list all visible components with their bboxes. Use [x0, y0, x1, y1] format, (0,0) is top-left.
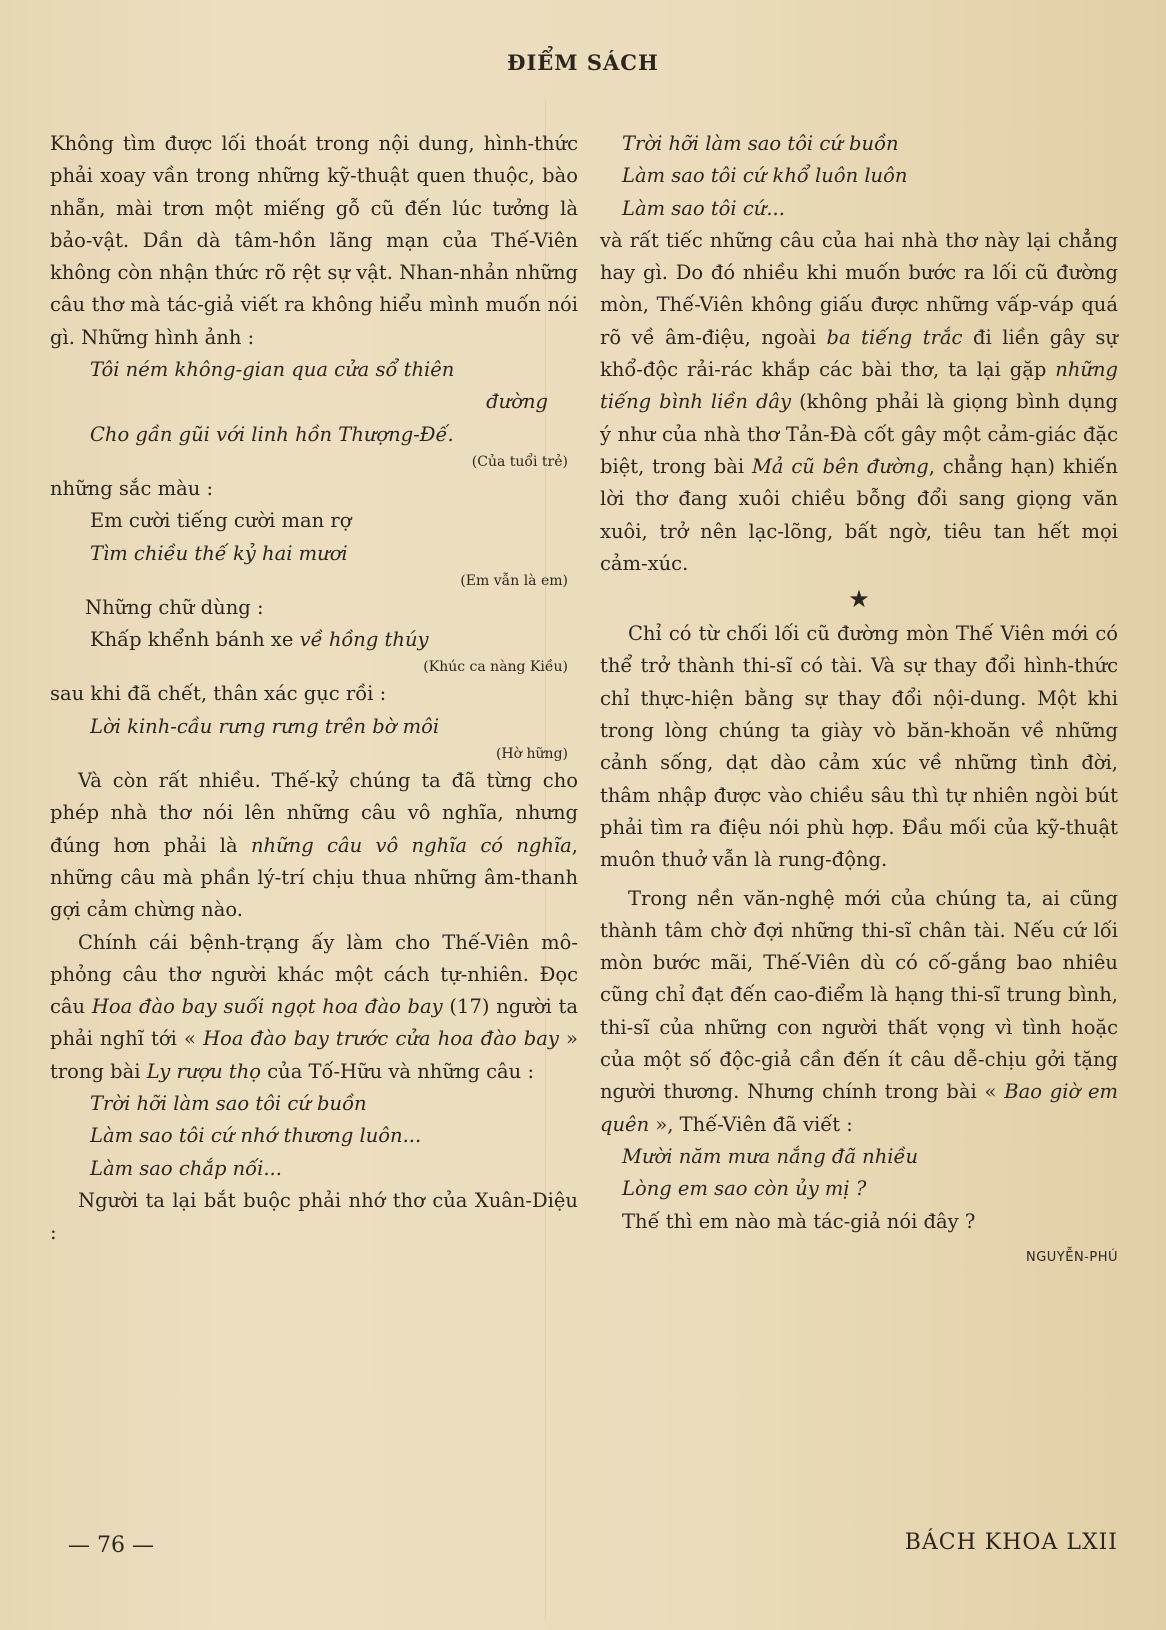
verse-line: Làm sao tôi cứ khổ luôn luôn [622, 164, 908, 188]
text-run: (không phải là giọng bình dụng ý như của nhà thơ Tản-Đà cốt gây một cảm-giác đặc biệt, trong bài [600, 390, 1118, 478]
paragraph [600, 883, 1118, 1141]
text-italic: Ly rượu thọ [146, 1059, 262, 1083]
label-line: những sắc màu : [50, 476, 214, 500]
paragraph: Không tìm được lối thoát trong nội dung, hình-thức phải xoay vần trong những kỹ-thuật quen thuộc, bào nhẵn, mài trơn một miếng gỗ cũ đến lúc tưởng là bảo-vật. Dần dà tâm-hồn lãng mạn của Thế-Viên không còn nhận thức rõ rệt sự vật. Nhan-nhản những câu thơ mà tác-giả viết ra không hiểu mình muốn nói gì. Những hình ảnh : [50, 132, 578, 349]
text-run: Chính cái bệnh-trạng ấy làm cho Thế-Viên mô-phỏng câu thơ người khác một cách tự-nhiên. Đọc câu [50, 930, 578, 1019]
text-run: và rất tiếc những câu của hai nhà thơ này lại chẳng hay gì. Do đó nhiều khi muốn bước ra lối cũ đường mòn, Thế-Viên không giấu được những vấp-váp quá rõ về âm-điệu, ngoài [600, 228, 1118, 349]
label-line: Những chữ dùng : [85, 595, 264, 619]
verse-line: đường [486, 390, 548, 414]
paragraph: Người ta lại bắt buộc phải nhớ thơ của Xuân-Diệu : [50, 1188, 578, 1245]
verse-line [50, 624, 578, 656]
text-italic: Hoa đào bay suối ngọt hoa đào bay [91, 995, 443, 1019]
verse-line: Tìm chiều thế kỷ hai mươi [90, 541, 348, 565]
verse-line: Thế thì em nào mà tác-giả nói đây ? [622, 1209, 976, 1233]
verse-line: Cho gần gũi với linh hồn Thượng-Đế. [90, 422, 454, 446]
verse-italic: về hồng thúy [299, 628, 429, 652]
source-citation: (Hờ hững) [495, 746, 568, 763]
text-run: Trong nền văn-nghệ mới của chúng ta, ai cũng thành tâm chờ đợi những thi-sĩ chân tài. Nếu cứ lối mòn bước mãi, Thế-Viên dù có cố-gắng bao nhiêu cũng chỉ đạt đến cao-điểm là hạng thi-sĩ trung bình, thi-sĩ của những con người thất vọng vì tình hoặc của một số độc-giả cần đến ít câu dễ-chịu gởi tặng người thương. Nhưng chính trong bài « [600, 886, 1118, 1104]
star-icon: ★ [848, 585, 870, 614]
paragraph [50, 765, 578, 926]
verse-line: Làm sao tôi cứ... [622, 196, 785, 220]
text-italic: Bao giờ em quên [600, 1080, 1118, 1136]
verse-line: Lời kinh-cầu rưng rưng trên bờ môi [90, 714, 440, 738]
text-italic: những tiếng bình liền dây [600, 358, 1118, 414]
text-run: đi liền gây sự khổ-độc rải-rác khắp các bài thơ, ta lại gặp [600, 325, 1118, 382]
text-run: Và còn rất nhiều. Thế-kỷ chúng ta đã từng cho phép nhà thơ nói lên những câu vô nghĩa, nhưng đúng hơn phải là [50, 769, 578, 857]
text-italic: Hoa đào bay trước cửa hoa đào bay [203, 1027, 559, 1051]
journal-footer: BÁCH KHOA LXII [904, 1530, 1118, 1555]
verse-plain: Khấp khểnh bánh xe [90, 628, 300, 652]
verse-line: Tôi ném không-gian qua cửa sổ thiên [90, 358, 455, 382]
verse-line: Lòng em sao còn ủy mị ? [622, 1177, 867, 1201]
source-citation: (Em vẫn là em) [460, 572, 568, 589]
page-title: ĐIỂM SÁCH [507, 50, 659, 75]
verse-line: Làm sao tôi cứ nhớ thương luôn... [90, 1124, 422, 1148]
verse-line: Em cười tiếng cười man rợ [90, 509, 352, 533]
text-run: của Tố-Hữu và những câu : [261, 1059, 535, 1083]
page-number: — 76 — [68, 1533, 154, 1558]
text-run: , chẳng hạn) khiến lời thơ đang xuôi chiều bỗng đổi sang giọng văn xuôi, trở nên lạc-lõng, bất ngờ, tiêu tan hết mọi cảm-xúc. [600, 454, 1118, 575]
verse-line: Làm sao chắp nối... [90, 1156, 282, 1180]
text-italic: những câu vô nghĩa có nghĩa [251, 833, 572, 857]
source-citation: (Khúc ca nàng Kiều) [423, 659, 568, 676]
label-line: sau khi đã chết, thân xác gục rồi : [50, 682, 387, 706]
paragraph [50, 927, 578, 1088]
text-run: », Thế-Viên đã viết : [649, 1112, 853, 1136]
paragraph: Chỉ có từ chối lối cũ đường mòn Thế Viên mới có thể trở thành thi-sĩ có tài. Và sự thay đổi hình-thức chỉ thực-hiện bằng sự thay đổi nội-dung. Một khi trong lòng chúng ta giày vò băn-khoăn về những cảnh sống, dạt dào cảm xúc về những tình đời, thâm nhập được vào chiều sâu thì tự nhiên ngòi bút phải tìm ra điệu nói phù hợp. Đầu mối của kỹ-thuật muôn thuở vẫn là rung-động. [600, 622, 1118, 872]
text-run: (17) người ta phải nghĩ tới « [50, 995, 578, 1051]
verse-line: Mười năm mưa nắng đã nhiều [622, 1144, 919, 1168]
source-citation: (Của tuổi trẻ) [471, 453, 568, 470]
verse-line: Trời hỡi làm sao tôi cứ buồn [622, 132, 899, 155]
text-run: » trong bài [50, 1027, 578, 1083]
verse-line: Trời hỡi làm sao tôi cứ buồn [90, 1092, 367, 1116]
paragraph [600, 225, 1118, 580]
left-column [50, 128, 578, 1250]
text-italic: ba tiếng trắc [826, 325, 963, 349]
text-run: , những câu mà phần lý-trí chịu thua những âm-thanh gợi cảm chừng nào. [50, 833, 578, 922]
author-signature: NGUYỄN-PHÚ [1025, 1249, 1118, 1265]
text-italic: Mả cũ bên đường [751, 454, 929, 478]
right-column [600, 128, 1118, 1274]
